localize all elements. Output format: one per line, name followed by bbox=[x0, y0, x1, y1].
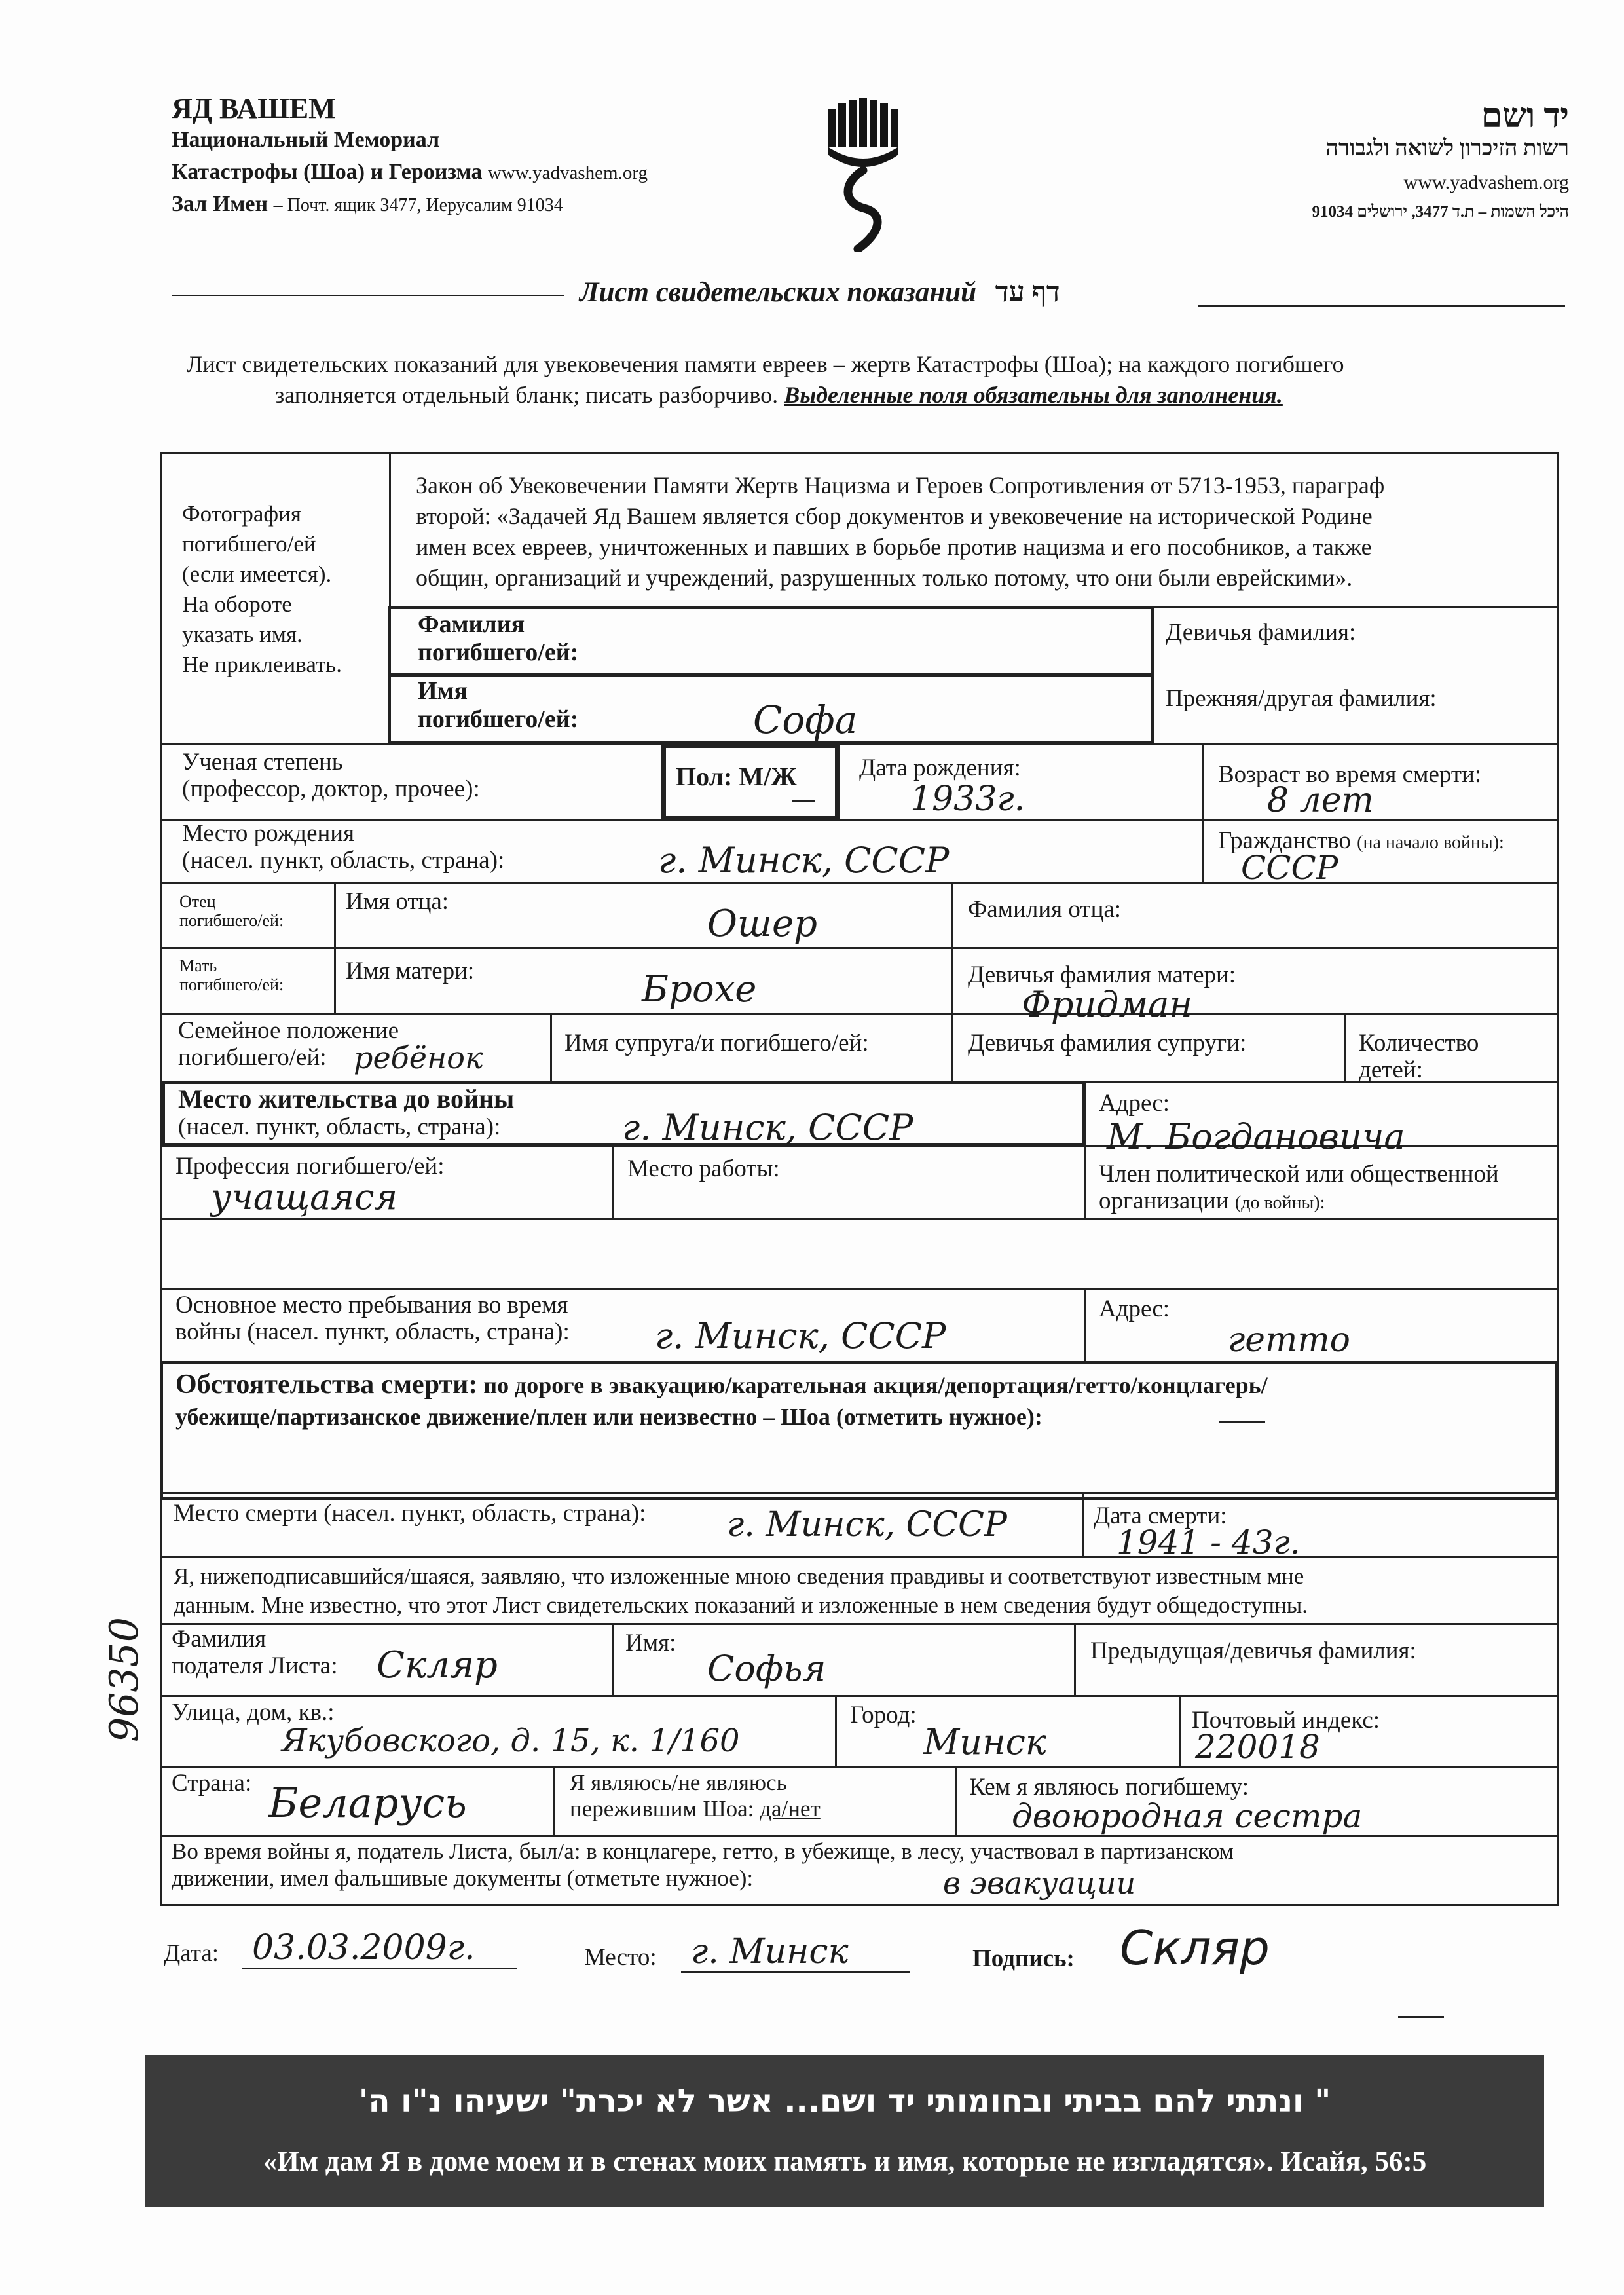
instructions-line1: Лист свидетельских показаний для увековечения памяти евреев – жертв Катастрофы (Шоа); на каждого погибшего bbox=[187, 351, 1344, 377]
rule bbox=[334, 882, 336, 1013]
rule bbox=[162, 1288, 1559, 1290]
form-title: Лист свидетельских показаний דף עד bbox=[580, 277, 1060, 308]
banner-quote-ru: «Им дам Я в доме моем и в стенах моих память и имя, которые не изгладятся». Исайя, 56:5 bbox=[263, 2146, 1427, 2177]
death-date-value[interactable]: 1941 - 43г. bbox=[1116, 1523, 1301, 1561]
footer-place-value[interactable]: г. Минск bbox=[691, 1932, 849, 1971]
citizenship-label: Гражданство (на начало войны): bbox=[1218, 827, 1504, 854]
title-rule-right bbox=[1198, 305, 1565, 307]
wartime-place-label: Основное место пребывания во время войны (насел. пункт, область, страна): bbox=[175, 1292, 570, 1345]
rule bbox=[612, 1623, 614, 1695]
circumstances-mark bbox=[1219, 1421, 1265, 1423]
death-place-label: Место смерти (насел. пункт, область, страна): bbox=[174, 1500, 646, 1527]
victim-name-label: Имя погибшего/ей: bbox=[418, 677, 579, 733]
wartime-place-value[interactable]: г. Минск, СССР bbox=[655, 1315, 946, 1356]
residence-address-label: Адрес: bbox=[1099, 1090, 1170, 1117]
rule bbox=[162, 1218, 1559, 1220]
relation-label: Кем я являюсь погибшему: bbox=[969, 1774, 1249, 1801]
rule bbox=[951, 882, 953, 1081]
wartime-submitter-value[interactable]: в эвакуации bbox=[943, 1865, 1136, 1901]
header-website-ru: www.yadvashem.org bbox=[487, 162, 648, 183]
rule bbox=[162, 1623, 1559, 1625]
rule bbox=[1202, 743, 1204, 882]
instructions-line2: заполняется отдельный бланк; писать разборчиво. Выделенные поля обязательны для заполнения. bbox=[275, 382, 1283, 408]
margin-number: 96350 bbox=[101, 1617, 147, 1742]
footer-signature[interactable]: Скляр bbox=[1120, 1920, 1270, 1975]
mother-maiden-value[interactable]: Фридман bbox=[1022, 984, 1192, 1025]
menorah-logo-icon bbox=[824, 98, 902, 252]
street-value[interactable]: Якубовского, д. 15, к. 1/160 bbox=[282, 1723, 740, 1759]
mother-name-value[interactable]: Брохе bbox=[642, 968, 757, 1011]
header-website-he: www.yadvashem.org bbox=[1403, 172, 1569, 193]
victim-prev-surname-label: Прежняя/другая фамилия: bbox=[1166, 685, 1437, 712]
spouse-maiden-label: Девичья фамилия супруги: bbox=[968, 1030, 1247, 1056]
submitter-surname-value[interactable]: Скляр bbox=[377, 1644, 498, 1687]
sex-mark bbox=[792, 800, 815, 802]
footer-date-value[interactable]: 03.03.2009г. bbox=[252, 1928, 475, 1968]
death-date-label: Дата смерти: bbox=[1094, 1502, 1227, 1529]
header-line1-he: רשות הזיכרון לשואה ולגבורה bbox=[1325, 136, 1569, 160]
submitter-name-value[interactable]: Софья bbox=[707, 1648, 826, 1689]
wartime-address-label: Адрес: bbox=[1099, 1296, 1170, 1322]
law-text: Закон об Увековечении Памяти Жертв Нацизма и Героев Сопротивления от 5713-1953, параграф второй: «Задачей Яд Вашем является сбор документов и увековечение на исторической Родине имен всех евреев, уничтоженных и павших в борьбе против нацизма и его пособников, а также общин, организаций и учреждений, разрушенных только потому, что они были еврейскими». bbox=[416, 472, 1385, 591]
workplace-label: Место работы: bbox=[627, 1155, 780, 1182]
rule bbox=[162, 1013, 1559, 1015]
rule bbox=[1179, 1695, 1181, 1766]
survivor-label: Я являюсь/не являюсь пережившим Шоа: да/нет bbox=[570, 1770, 821, 1821]
residence-value[interactable]: г. Минск, СССР bbox=[622, 1107, 913, 1148]
victim-name-value[interactable]: Софа bbox=[753, 698, 858, 742]
footer-date-label: Дата: bbox=[164, 1940, 219, 1967]
header-line2-ru: Катастрофы (Шоа) и Героизма www.yadvashem.org bbox=[172, 160, 648, 184]
victim-maiden-label: Девичья фамилия: bbox=[1166, 619, 1356, 646]
rule bbox=[162, 1695, 1559, 1697]
mother-maiden-label: Девичья фамилия матери: bbox=[968, 961, 1236, 988]
rule bbox=[612, 1145, 614, 1218]
header-address-he: היכל השמות – ת.ד 3477, ירושלים 91034 bbox=[1312, 203, 1569, 221]
sex-label[interactable]: Пол: М/Ж bbox=[676, 762, 797, 791]
children-count-label: Количество детей: bbox=[1359, 1030, 1479, 1083]
profession-value[interactable]: учащаяся bbox=[211, 1176, 398, 1218]
declaration-text: Я, нижеподписавшийся/шаяся, заявляю, что изложенные мною сведения правдивы и соответствуют известным мне данным. Мне известно, что этот Лист свидетельских показаний и изложенные в нем сведения будут общедоступны. bbox=[174, 1563, 1308, 1618]
rule bbox=[162, 1835, 1559, 1837]
death-circumstances[interactable]: Обстоятельства смерти: по дороге в эвакуацию/карательная акция/депортация/гетто/концлагерь/ убежище/партизанское движение/плен или неизвестно – Шоа (отметить нужное): bbox=[175, 1370, 1268, 1430]
victim-surname-label: Фамилия погибшего/ей: bbox=[418, 610, 579, 666]
marital-status-label: Семейное положение погибшего/ей: bbox=[178, 1017, 399, 1071]
birthplace-value[interactable]: г. Минск, СССР bbox=[658, 840, 950, 881]
death-place-value[interactable]: г. Минск, СССР bbox=[727, 1505, 1007, 1544]
rule bbox=[955, 1766, 957, 1835]
father-tag: Отец погибшего/ей: bbox=[179, 892, 284, 930]
mother-tag: Мать погибшего/ей: bbox=[179, 956, 284, 994]
submitter-surname-label: Фамилия подателя Листа: bbox=[172, 1626, 338, 1679]
footer-date-rule bbox=[242, 1968, 517, 1969]
rule bbox=[1344, 1013, 1346, 1081]
city-value[interactable]: Минск bbox=[923, 1721, 1047, 1763]
mother-name-label: Имя матери: bbox=[346, 958, 475, 984]
footer-place-label: Место: bbox=[584, 1944, 657, 1971]
birth-date-label: Дата рождения: bbox=[859, 755, 1021, 781]
citizenship-value[interactable]: СССР bbox=[1241, 849, 1338, 887]
survivor-options[interactable]: да/нет bbox=[760, 1796, 821, 1821]
footer-place-rule bbox=[681, 1971, 910, 1973]
country-label: Страна: bbox=[172, 1770, 252, 1797]
residence-label: Место жительства до войны bbox=[178, 1084, 515, 1113]
quote-banner bbox=[145, 2055, 1544, 2207]
rule bbox=[835, 1695, 837, 1766]
photo-box-text: Фотография погибшего/ей (если имеется). На обороте указать имя. Не приклеивать. bbox=[182, 501, 342, 677]
city-label: Город: bbox=[850, 1702, 917, 1728]
rule bbox=[162, 882, 1559, 884]
footer-signature-label: Подпись: bbox=[972, 1945, 1075, 1972]
header-line1-ru: Национальный Мемориал bbox=[172, 128, 440, 152]
birth-date-value[interactable]: 1933г. bbox=[910, 779, 1025, 819]
header-address-ru: Зал Имен – Почт. ящик 3477, Иерусалим 91034 bbox=[172, 192, 563, 216]
country-value[interactable]: Беларусь bbox=[268, 1779, 467, 1827]
rule bbox=[162, 1766, 1559, 1768]
rule bbox=[162, 947, 1559, 949]
banner-quote-he: " ונתתי להם בביתי ובחומותי יד ושם... אשר לא יכרת" ישעיהו נ"ו ה' bbox=[358, 2083, 1331, 2119]
relation-value[interactable]: двоюродная сестра bbox=[1012, 1797, 1363, 1835]
age-label: Возраст во время смерти: bbox=[1218, 761, 1482, 788]
submitter-prev-surname-label: Предыдущая/девичья фамилия: bbox=[1090, 1637, 1416, 1664]
rule bbox=[162, 1556, 1559, 1558]
street-label: Улица, дом, кв.: bbox=[172, 1699, 335, 1726]
age-value[interactable]: 8 лет bbox=[1267, 781, 1374, 820]
rule bbox=[550, 1013, 552, 1081]
rule bbox=[553, 1766, 555, 1835]
rule bbox=[1084, 1288, 1086, 1361]
zip-value[interactable]: 220018 bbox=[1195, 1728, 1320, 1766]
organization-label: Член политической или общественной организации (до войны): bbox=[1099, 1161, 1499, 1214]
wartime-submitter-label: Во время войны я, податель Листа, был/а: в концлагере, гетто, в убежище, в лесу, участвовал в партизанском движении, имел фальшивые документы (отметьте нужное): bbox=[172, 1838, 1234, 1891]
header-title-he: יד ושם bbox=[1481, 98, 1569, 135]
birthplace-label: Место рождения (насел. пункт, область, страна): bbox=[182, 820, 505, 874]
degree-label: Ученая степень (профессор, доктор, прочее): bbox=[182, 749, 480, 802]
residence-address-value[interactable]: М. Богдановича bbox=[1107, 1116, 1405, 1157]
father-name-value[interactable]: Ошер bbox=[707, 903, 817, 945]
marital-status-value[interactable]: ребёнок bbox=[354, 1040, 483, 1075]
rule bbox=[1082, 1492, 1084, 1556]
submitter-name-label: Имя: bbox=[625, 1630, 676, 1656]
father-name-label: Имя отца: bbox=[346, 888, 449, 915]
rule bbox=[838, 743, 840, 819]
rule bbox=[1074, 1623, 1076, 1695]
spouse-name-label: Имя супруга/и погибшего/ей: bbox=[564, 1030, 869, 1056]
signature-tail bbox=[1398, 2016, 1444, 2018]
title-rule-left bbox=[172, 295, 564, 296]
residence-sublabel: (насел. пункт, область, страна): bbox=[178, 1113, 501, 1140]
zip-label: Почтовый индекс: bbox=[1192, 1707, 1380, 1734]
father-surname-label: Фамилия отца: bbox=[968, 896, 1122, 923]
profession-label: Профессия погибшего/ей: bbox=[175, 1153, 445, 1180]
header-title-ru: ЯД ВАШЕМ bbox=[172, 92, 336, 124]
wartime-address-value[interactable]: гетто bbox=[1228, 1320, 1350, 1360]
